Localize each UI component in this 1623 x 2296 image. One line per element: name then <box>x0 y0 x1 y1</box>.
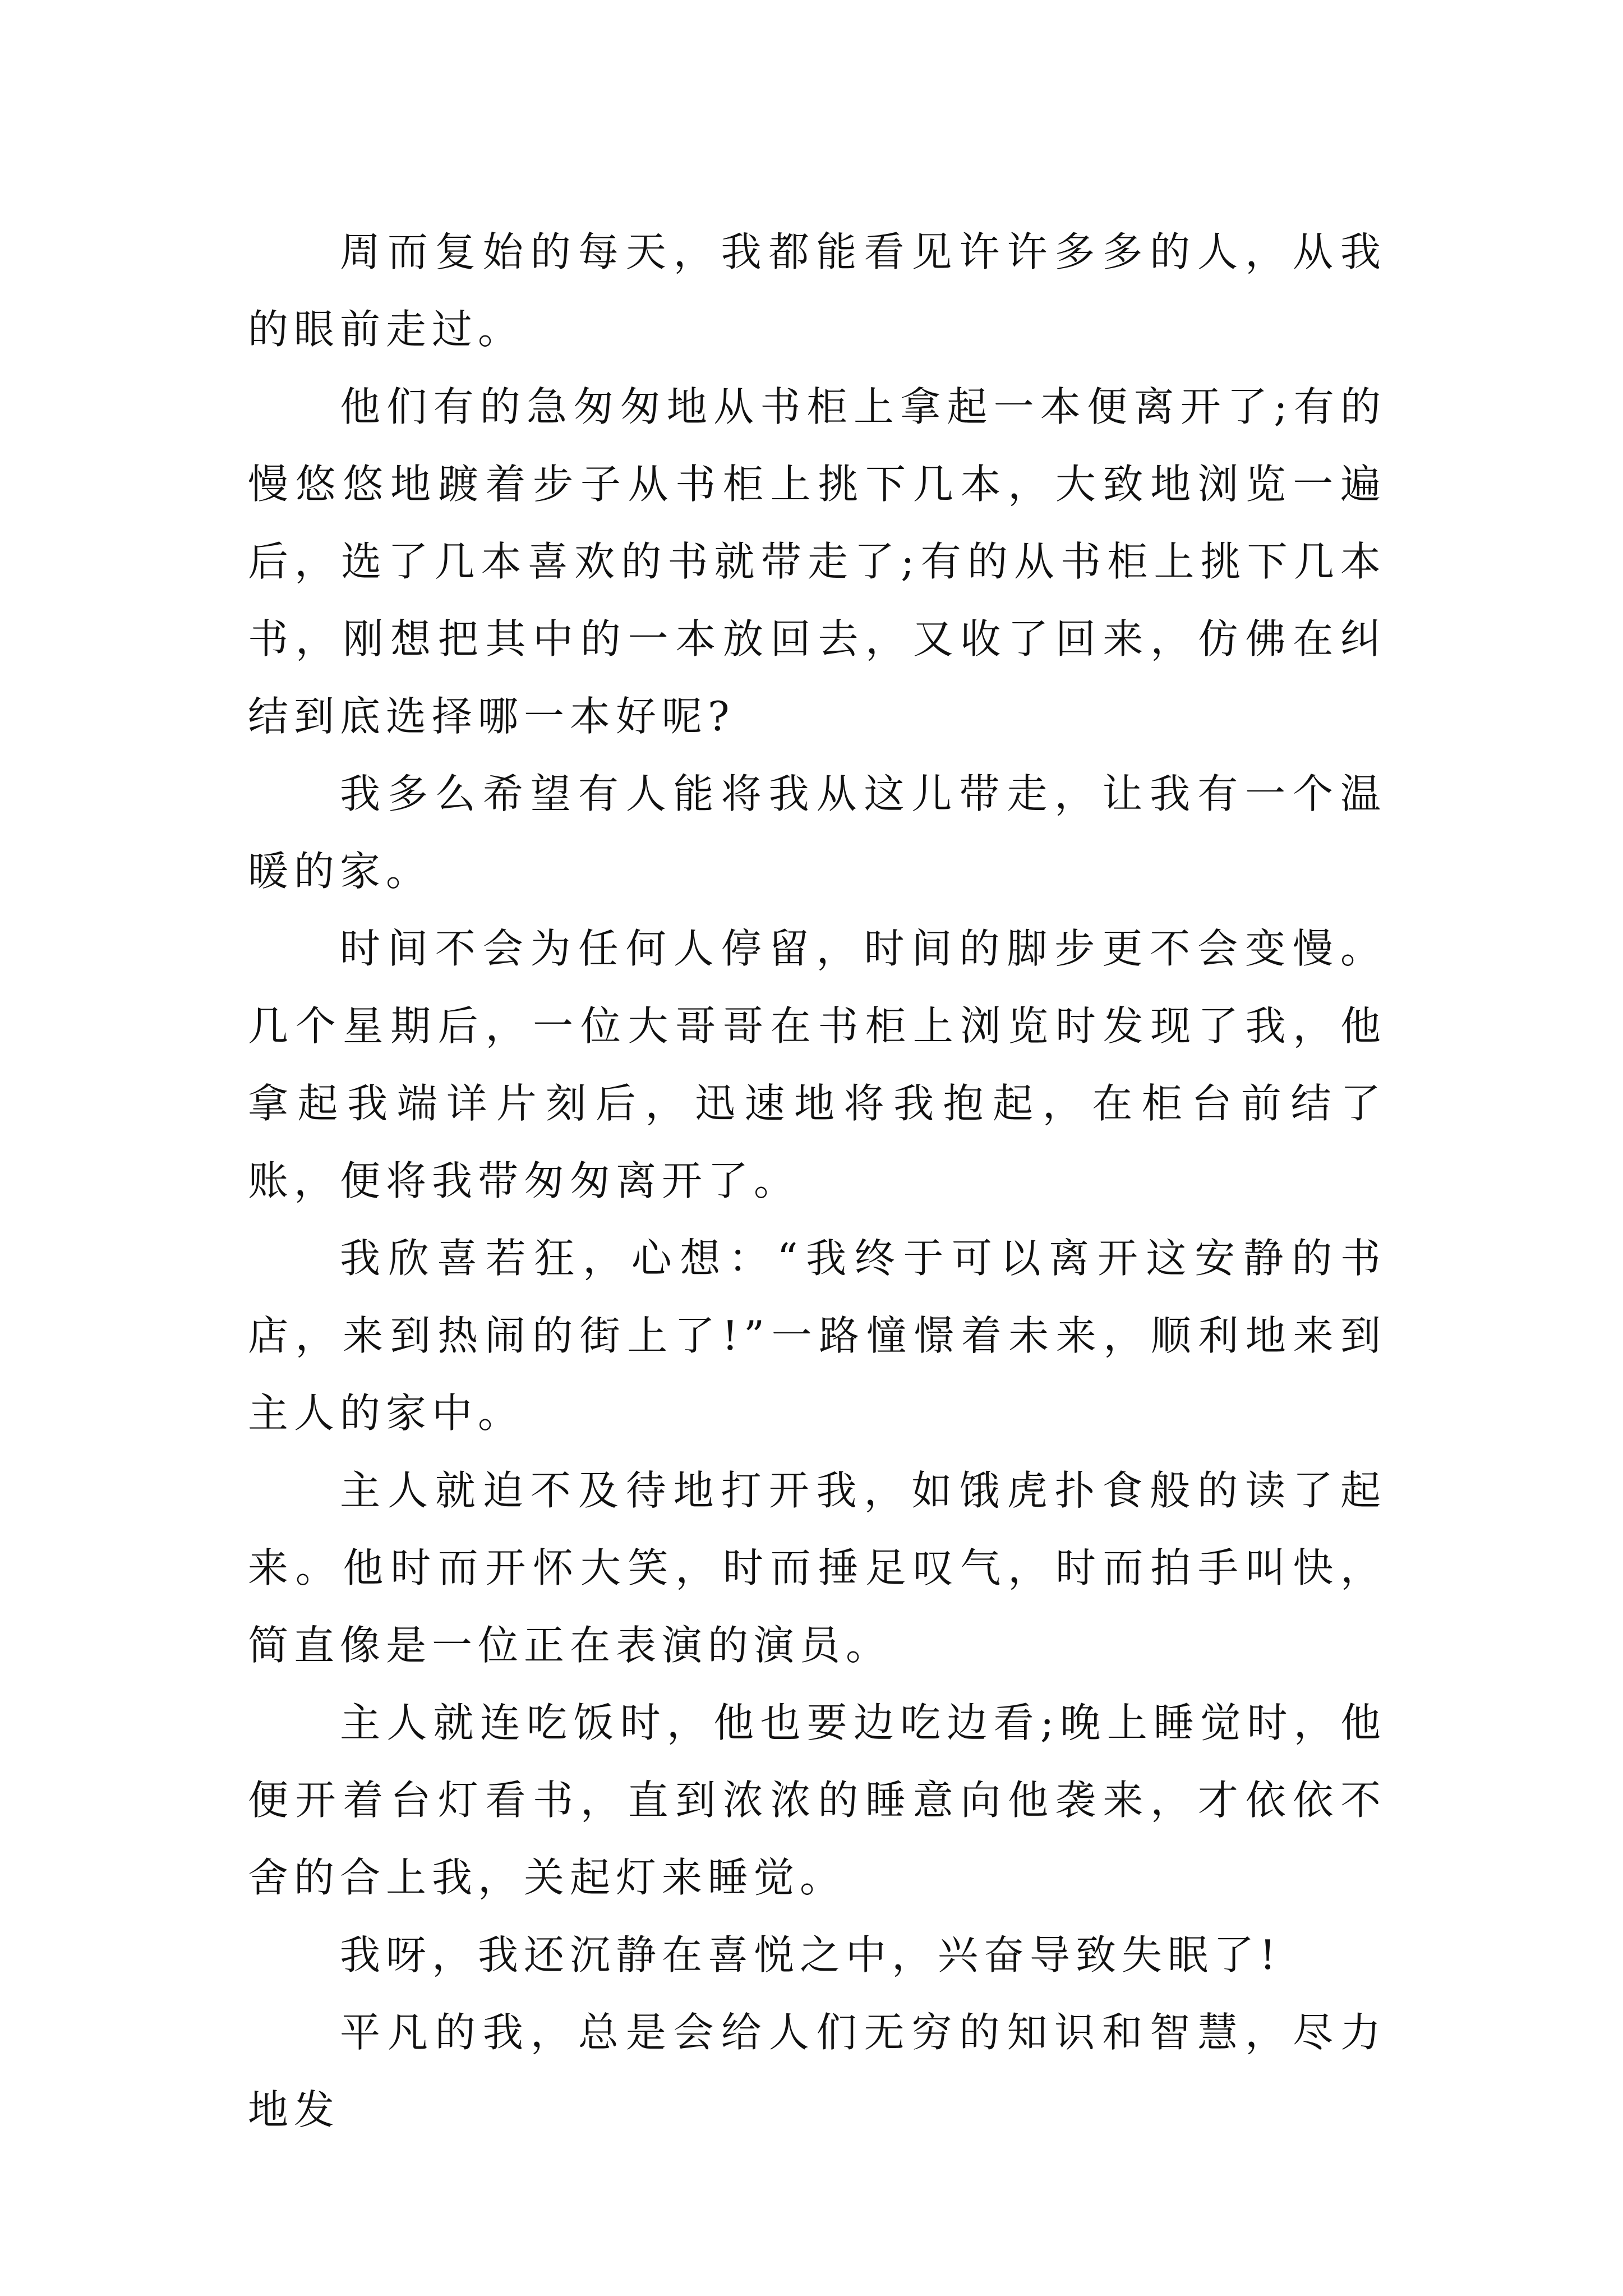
paragraph-4: 时间不会为任何人停留，时间的脚步更不会变慢。几个星期后，一位大哥哥在书柜上浏览时发现了我，他拿起我端详片刻后，迅速地将我抱起，在柜台前结了账，便将我带匆匆离开了。 <box>248 925 1386 1204</box>
paragraph-1: 周而复始的每天，我都能看见许许多多的人，从我的眼前走过。 <box>248 228 1386 353</box>
paragraph-6: 主人就迫不及待地打开我，如饿虎扑食般的读了起来。他时而开怀大笑，时而捶足叹气，时而拍手叫快，简直像是一位正在表演的演员。 <box>248 1467 1386 1669</box>
paragraph-7: 主人就连吃饭时，他也要边吃边看;晚上睡觉时，他便开着台灯看书，直到浓浓的睡意向他袭来，才依依不舍的合上我，关起灯来睡觉。 <box>248 1699 1386 1901</box>
body-text <box>248 213 1386 2148</box>
paragraph-8: 我呀，我还沉静在喜悦之中，兴奋导致失眠了! <box>340 1931 1281 1978</box>
paragraph-2: 他们有的急匆匆地从书柜上拿起一本便离开了;有的慢悠悠地踱着步子从书柜上挑下几本，大致地浏览一遍后，选了几本喜欢的书就带走了;有的从书柜上挑下几本书，刚想把其中的一本放回去，又收了回来，仿佛在纠结到底选择哪一本好呢? <box>248 383 1386 740</box>
paragraph-5: 我欣喜若狂，心想：“我终于可以离开这安静的书店，来到热闹的街上了!”一路憧憬着未来，顺利地来到主人的家中。 <box>248 1235 1386 1437</box>
paragraph-3: 我多么希望有人能将我从这儿带走，让我有一个温暖的家。 <box>248 770 1386 895</box>
paragraph-9: 平凡的我，总是会给人们无穷的知识和智慧，尽力地发 <box>248 2009 1386 2133</box>
